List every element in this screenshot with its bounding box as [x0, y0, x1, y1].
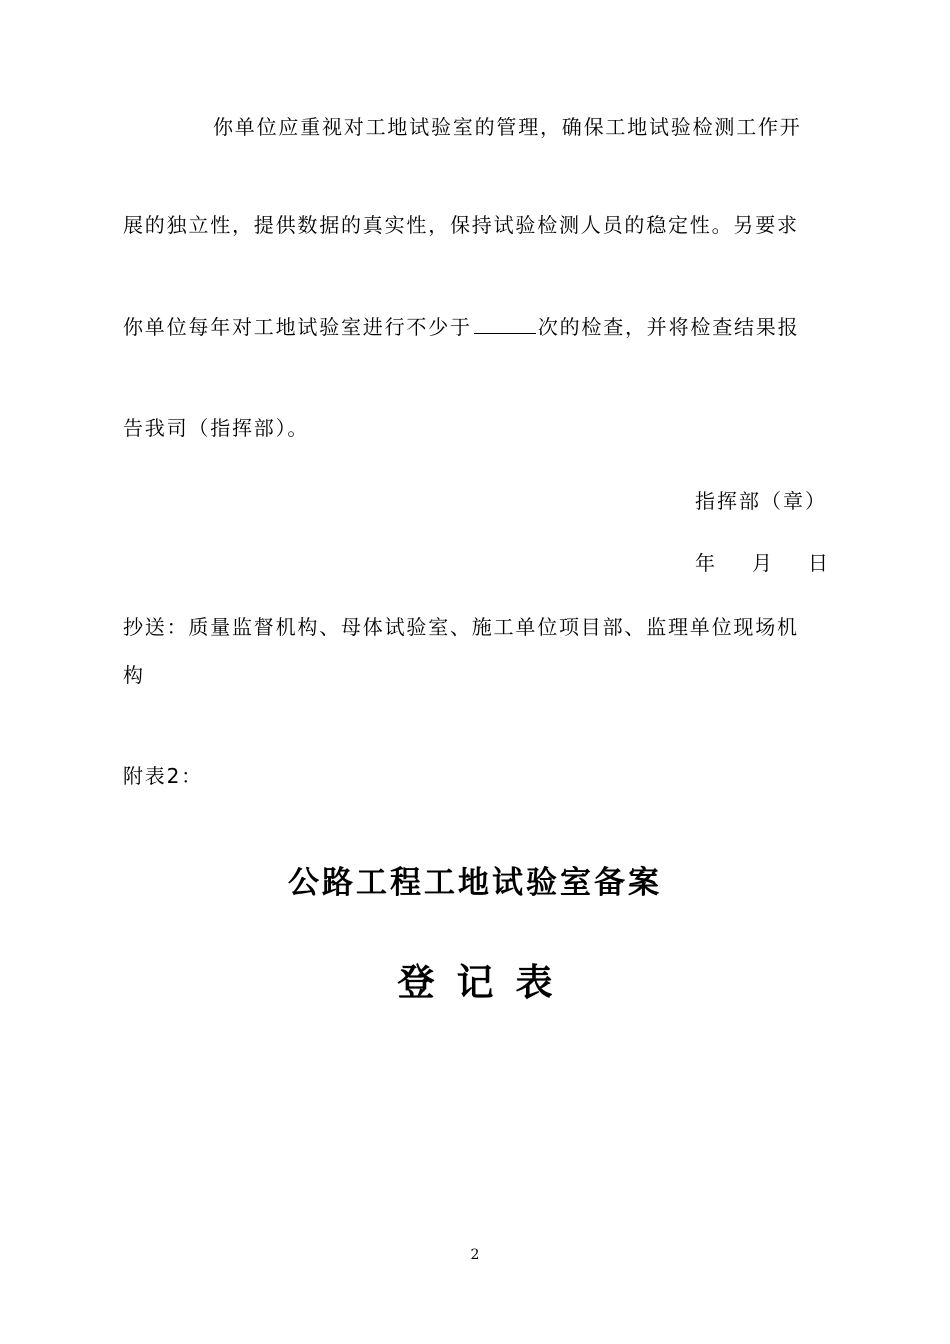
date-day-label: 日: [808, 551, 828, 575]
issuer-seal-label: 指挥部（章）: [695, 489, 827, 513]
date-month-label: 月: [752, 551, 772, 575]
paragraph-line-3-before: 你单位每年对工地试验室进行不少于: [123, 315, 472, 339]
sub-title: 登记表: [397, 960, 575, 1004]
main-title: 公路工程工地试验室备案: [288, 865, 662, 901]
paragraph-line-4: 告我司（指挥部）。: [123, 416, 310, 440]
attachment-label: 附表2：: [123, 764, 203, 788]
paragraph-line-3: [123, 314, 799, 340]
date-year-label: 年: [695, 551, 715, 575]
paragraph-line-3-after: 次的检查，并将检查结果报: [537, 315, 800, 339]
paragraph-line-2: 展的独立性，提供数据的真实性，保持试验检测人员的稳定性。另要求: [123, 213, 799, 237]
fill-in-blank: [474, 315, 536, 334]
cc-line-1: 抄送：质量监督机构、母体试验室、施工单位项目部、监理单位现场机: [123, 615, 799, 639]
page-number: 2: [470, 1247, 480, 1263]
cc-line-2: 构: [123, 663, 145, 687]
paragraph-line-1: 你单位应重视对工地试验室的管理，确保工地试验检测工作开: [213, 115, 802, 139]
